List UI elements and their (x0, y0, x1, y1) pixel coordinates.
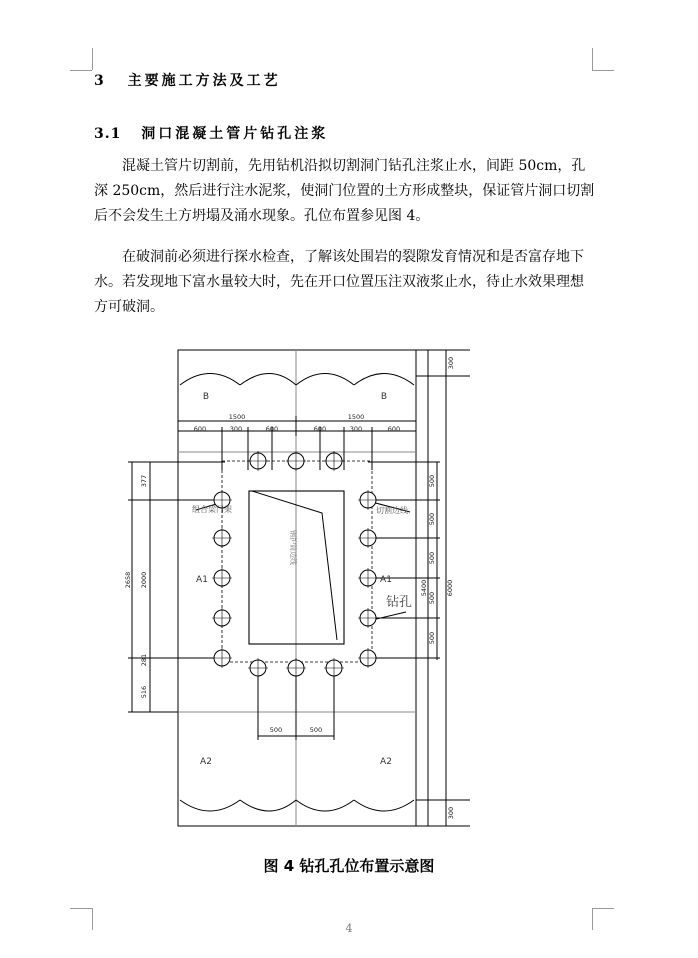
dim-top-seg: 300 (229, 425, 243, 433)
dim-left-281: 281 (140, 653, 148, 667)
label-b-left: B (202, 392, 210, 402)
dim-top-seg: 600 (387, 425, 401, 433)
paragraph-1-line-2: 深 250cm，然后进行注水泥浆，使洞门位置的土方形成整块，保证管片洞口切割 (94, 183, 595, 199)
arc-top-right (354, 374, 414, 386)
arc-bottom-mid-right (296, 800, 354, 811)
section-title: 主要施工方法及工艺 (127, 73, 281, 89)
paragraph-2-line-1: 在破洞前必须进行探水检查，了解该处围岩的裂隙发育情况和是否富存地下 (122, 249, 584, 265)
dim-top-seg: 300 (349, 425, 363, 433)
dim-bottom-left: 500 (269, 726, 283, 734)
paragraph-2-line-3: 方可破洞。 (94, 299, 164, 315)
label-cut-edge: 切割边线 (376, 506, 408, 515)
label-vertical-note: 钢护筒边线 (289, 530, 297, 565)
dim-right-500: 500 (428, 631, 436, 645)
label-a1-right: A1 (380, 575, 392, 585)
arc-top-mid-left (240, 374, 296, 386)
dim-1500-right: 1500 (347, 413, 365, 421)
page-number: 4 (345, 922, 353, 935)
paragraph-1-line-3: 后不会发生土方坍塌及涌水现象。孔位布置参见图 4。 (94, 208, 430, 224)
paragraph-2-line-2: 水。若发现地下富水量较大时，先在开口位置压注双液浆止水，待止水效果理想 (94, 274, 584, 290)
dim-right-300-bottom: 300 (447, 806, 455, 820)
dim-left-2658: 2658 (124, 571, 132, 589)
dim-left-377: 377 (140, 474, 148, 488)
arc-bottom-left (180, 800, 240, 811)
dim-left-2000: 2000 (140, 571, 148, 589)
dim-right-500: 500 (428, 512, 436, 526)
dim-top-seg: 600 (313, 425, 327, 433)
dim-bottom-right: 500 (309, 726, 323, 734)
dim-top-seg: 600 (265, 425, 279, 433)
arc-bottom-right (354, 800, 414, 811)
arc-bottom-mid-left (240, 800, 296, 811)
dim-right-500: 500 (428, 474, 436, 488)
dim-1500-left: 1500 (228, 413, 246, 421)
arc-top-mid-right (296, 374, 354, 386)
paragraph-1-line-1: 混凝土管片切割前，先用钻机沿拟切割洞门钻孔注浆止水，间距 50cm，孔 (122, 158, 586, 174)
label-drill-hole: 钻孔 (386, 595, 413, 610)
figure-caption: 图 4 钻孔孔位布置示意图 (263, 857, 435, 875)
arc-top-left (180, 374, 240, 386)
dim-left-516: 516 (140, 685, 148, 699)
label-combine-beam: 组合梁门架 (192, 505, 232, 514)
label-a2-left: A2 (200, 757, 212, 767)
label-b-right: B (380, 392, 388, 402)
dim-right-500: 500 (428, 591, 436, 605)
section-number: 3 (94, 73, 104, 89)
subsection-title: 洞口混凝土管片钻孔注浆 (141, 126, 329, 142)
dim-right-6000: 6000 (446, 579, 454, 597)
dim-right-500: 500 (428, 551, 436, 565)
label-a2-right: A2 (380, 757, 392, 767)
dim-right-300-top: 300 (447, 356, 455, 370)
dim-top-seg: 600 (193, 425, 207, 433)
opening-diagonal (252, 491, 337, 640)
label-a1-left: A1 (196, 575, 208, 585)
dim-right-5400-label: 5400 (420, 579, 428, 597)
subsection-number: 3.1 (94, 126, 122, 142)
